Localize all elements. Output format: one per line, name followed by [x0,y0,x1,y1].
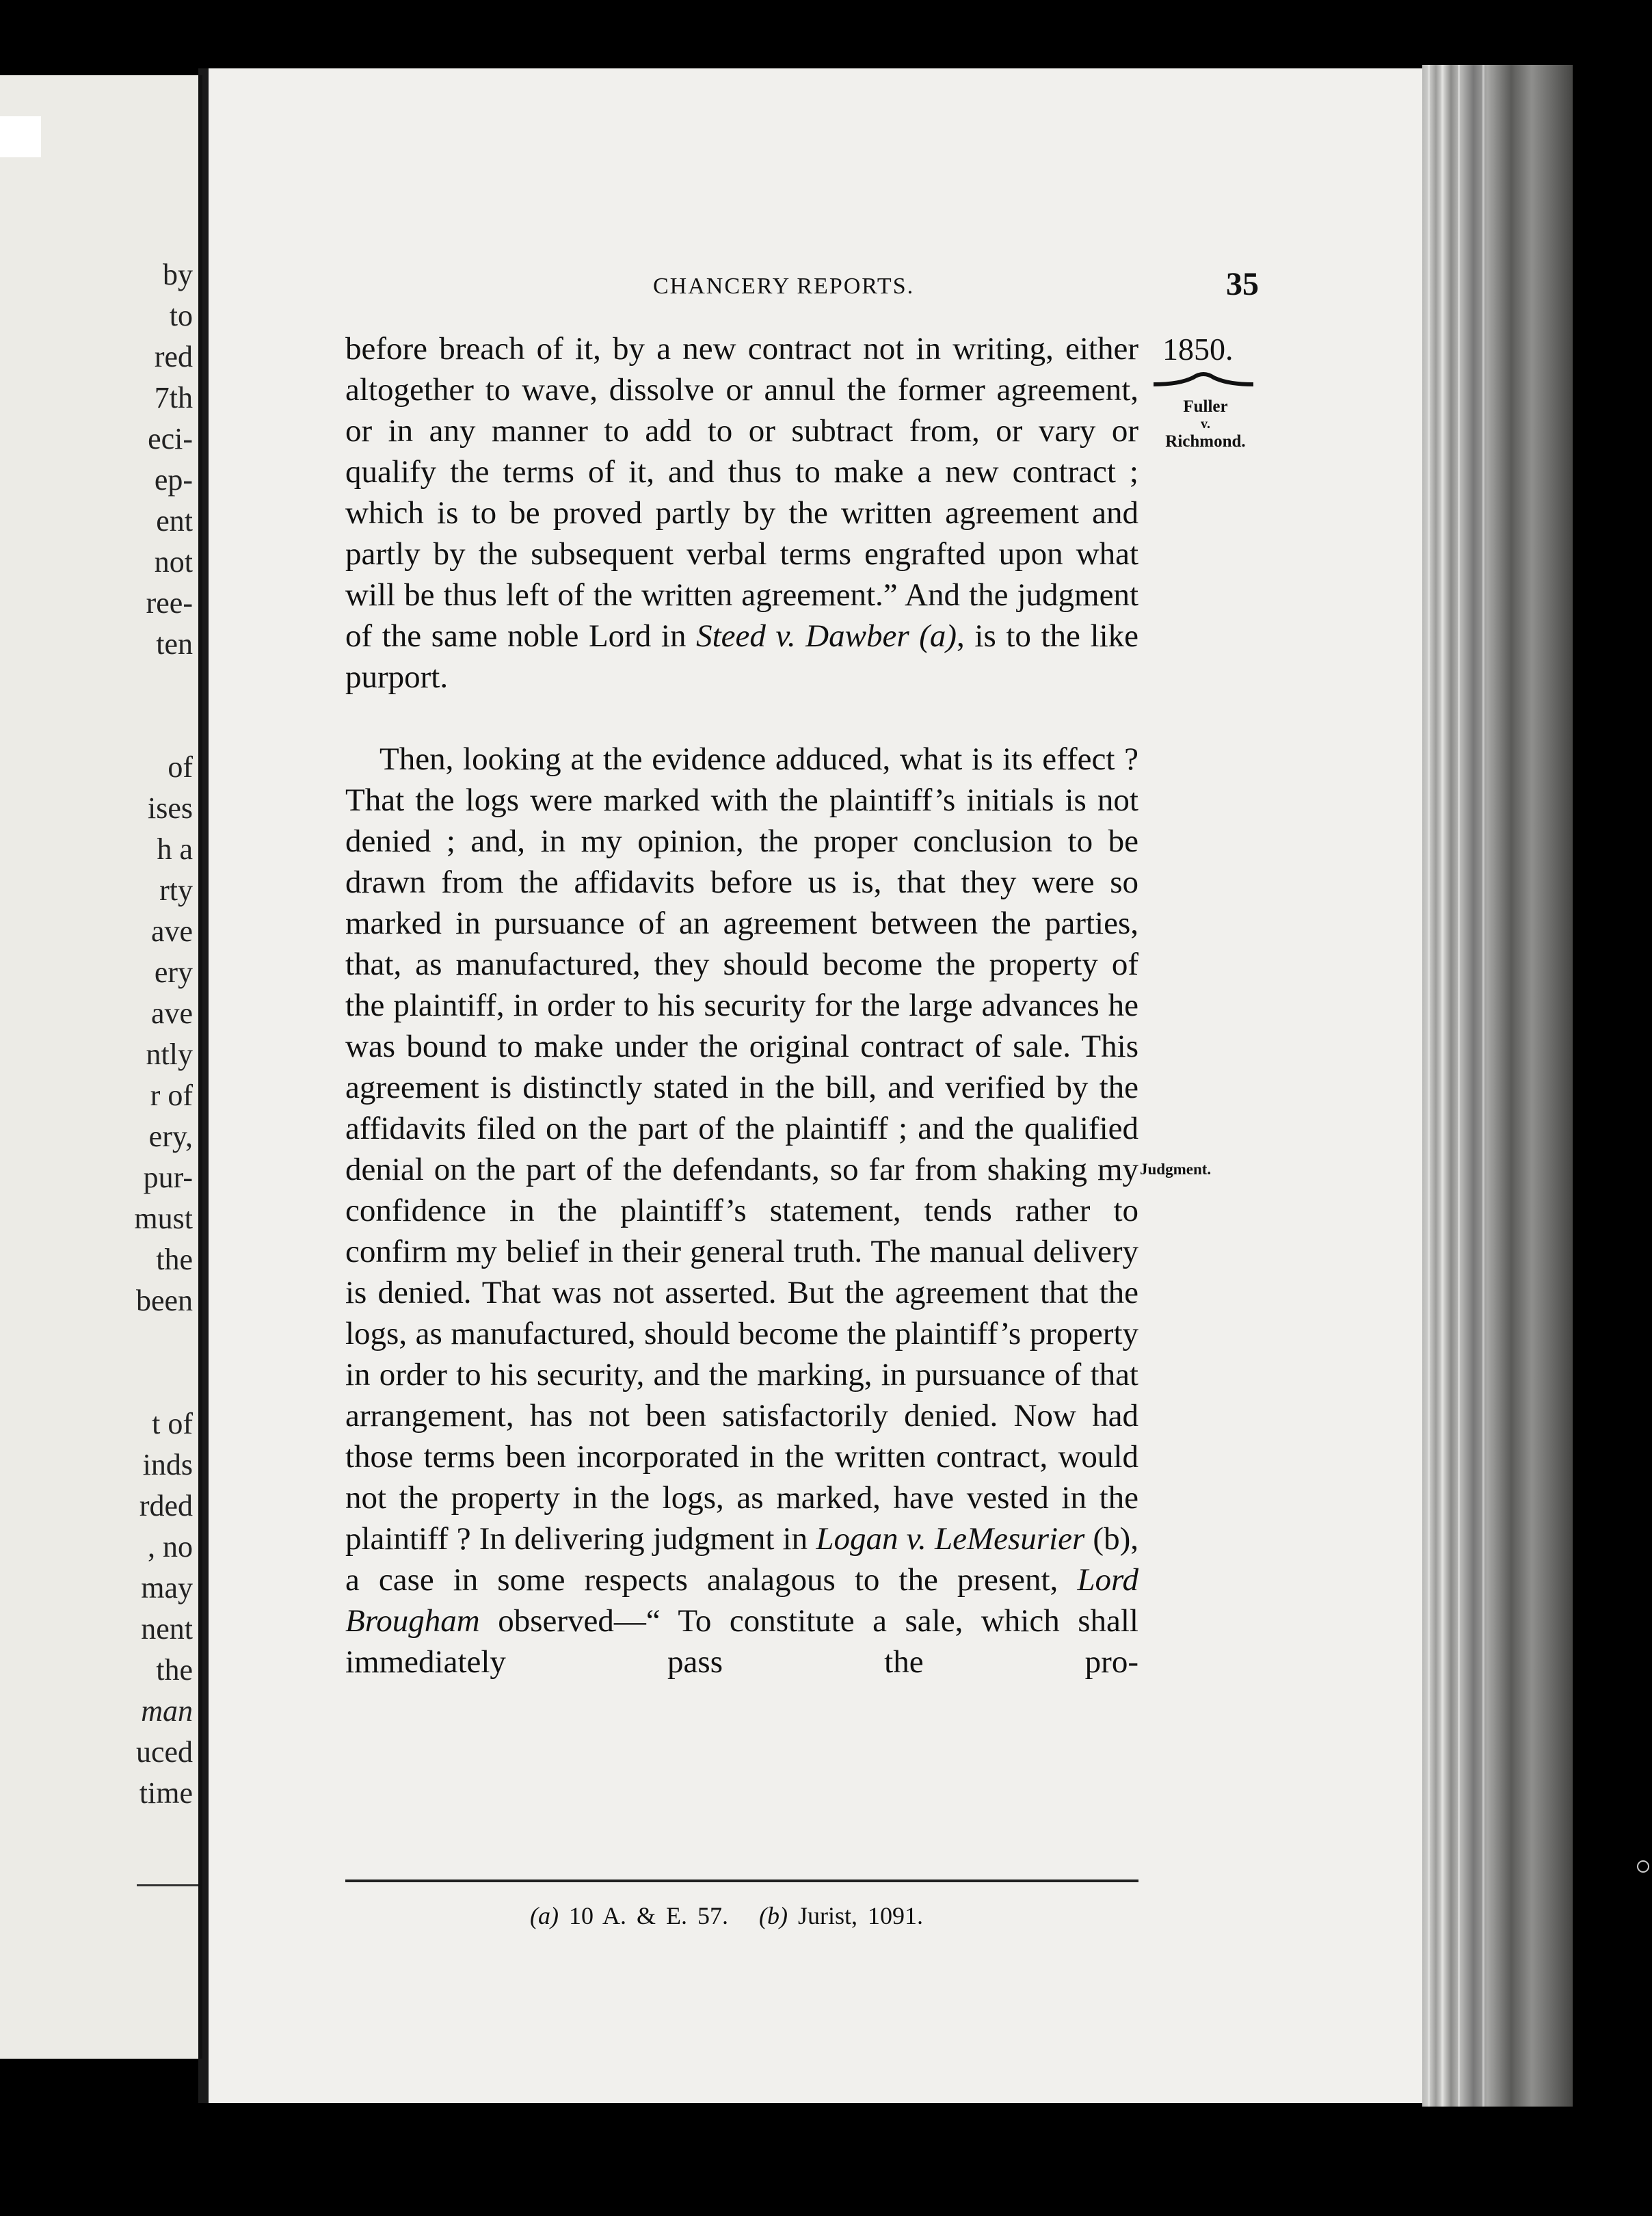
book-page-edges [1422,65,1573,2107]
left-page-line: man [141,1694,193,1728]
paragraph-1-text-b: , is to the like purport. [345,618,1138,695]
left-page-line: , no [148,1530,193,1564]
footnote-a-text: 10 A. & E. 57. [568,1902,728,1929]
cited-case-steed-v-dawber: Steed v. Dawber (a) [696,618,957,654]
left-page-line: ep- [154,463,193,497]
left-page-line: ten [156,627,193,661]
margin-year: 1850. [1162,332,1234,367]
left-page-line: red [154,340,193,373]
judge-name: Lord Brougham [345,1562,1138,1639]
left-page-line: time [139,1776,193,1810]
left-page-line: ree- [146,586,193,620]
left-page-line: the [156,1653,193,1687]
left-page-line: ave [150,997,193,1030]
left-page-line: ent [156,504,193,538]
left-page-line: by [163,258,193,291]
paragraph-2 [345,739,1138,1683]
paragraph-2-text-a: Then, looking at the evidence adduced, what is its effect ? That the logs were marked with the plaintiff’s initials is not denied ; and, in my opinion, the proper conclusion to be drawn from the affidavits before us is, that they were so marked in pursuance of an agreement between the parties, that, as manufactured, they should become the property of the plaintiff, in order to his security for the large advances he was bound to make under the original contract of sale. This agreement is distinctly stated in the bill, and verified by the affidavits filed on the part of the plaintiff ; and the qualified denial on the part of the defendants, so far from shaking my confidence in the plaintiff’s statement, tends rather to confirm my belief in their general truth. The manual delivery is denied. That was not asserted. But the agreement that the logs, as manufactured, should become the plaintiff’s property in order to his security, and the marking, in pursuance of that arrangement, has not been satisfactorily denied. Now had those terms been incorporated in the written contract, would not the property in the logs, as marked, have vested in the plaintiff ? In delivering judgment in [345,741,1138,1557]
left-page-line: must [134,1202,193,1235]
left-page-line: eci- [148,422,193,456]
left-page-line: may [141,1571,193,1605]
left-page-line: ery, [148,1120,193,1153]
left-page-line: 7th [154,381,193,414]
edge-mark-icon [1637,1860,1649,1873]
left-page-line: inds [142,1448,193,1481]
body-text [345,328,1138,1683]
paragraph-2-text-c: observed—“ To constitute a sale, which shall immediately pass the pro- [345,1603,1138,1680]
footnote-a-marker: (a) [530,1902,559,1929]
left-page-line: nent [141,1612,193,1646]
page-35 [209,68,1422,2103]
running-head: CHANCERY REPORTS. [653,274,915,299]
footnote-rule [345,1879,1138,1882]
left-page-line: ave [150,914,193,948]
left-page-line: not [154,545,193,579]
left-page-line: r of [150,1079,193,1112]
margin-judgment-note: Judgment. [1140,1161,1212,1178]
case-versus: v. [1201,417,1210,432]
left-page-line: rty [159,873,193,907]
footnote-b-marker: (b) [759,1902,788,1929]
left-page-line: ntly [146,1038,193,1071]
footnote-b-text: Jurist, 1091. [797,1902,923,1929]
left-page-line: the [156,1243,193,1276]
case-defendant: Richmond. [1165,432,1246,451]
left-page-line: ises [148,791,193,825]
case-plaintiff: Fuller [1183,397,1228,416]
left-page-line: rded [139,1489,193,1522]
left-page-line: to [169,299,193,332]
cited-case-logan-v-lemesurier: Logan v. LeMesurier [816,1521,1085,1557]
margin-case-name [1151,395,1260,453]
left-page-line: h a [157,832,193,866]
paragraph-2-text-b: (b), a case in some respects analagous to the present, [345,1521,1138,1598]
footnotes [530,1901,923,1930]
left-footnote-rule [137,1884,198,1886]
page-number: 35 [1226,266,1259,302]
left-page-line: ery [154,955,193,989]
paragraph-1 [345,328,1138,698]
left-page-line: of [168,750,193,784]
left-page-line: been [135,1284,193,1317]
left-page-fragment [0,75,202,2059]
left-page-flyleaf [0,116,41,157]
left-page-line: uced [135,1735,193,1769]
margin-brace-icon [1152,369,1255,390]
left-page-line: pur- [143,1161,193,1194]
paragraph-1-text-a: before breach of it, by a new contract not in writing, either altogether to wave, dissolve or annul the former agreement, or in any manner to add to or subtract from, or vary or qualify the terms of it, and thus to make a new contract ; which is to be proved partly by the written agreement and partly by the subsequent verbal terms engrafted upon what will be thus left of the written agreement.” And the judgment of the same noble Lord in [345,331,1138,654]
left-page-line: t of [152,1407,193,1440]
